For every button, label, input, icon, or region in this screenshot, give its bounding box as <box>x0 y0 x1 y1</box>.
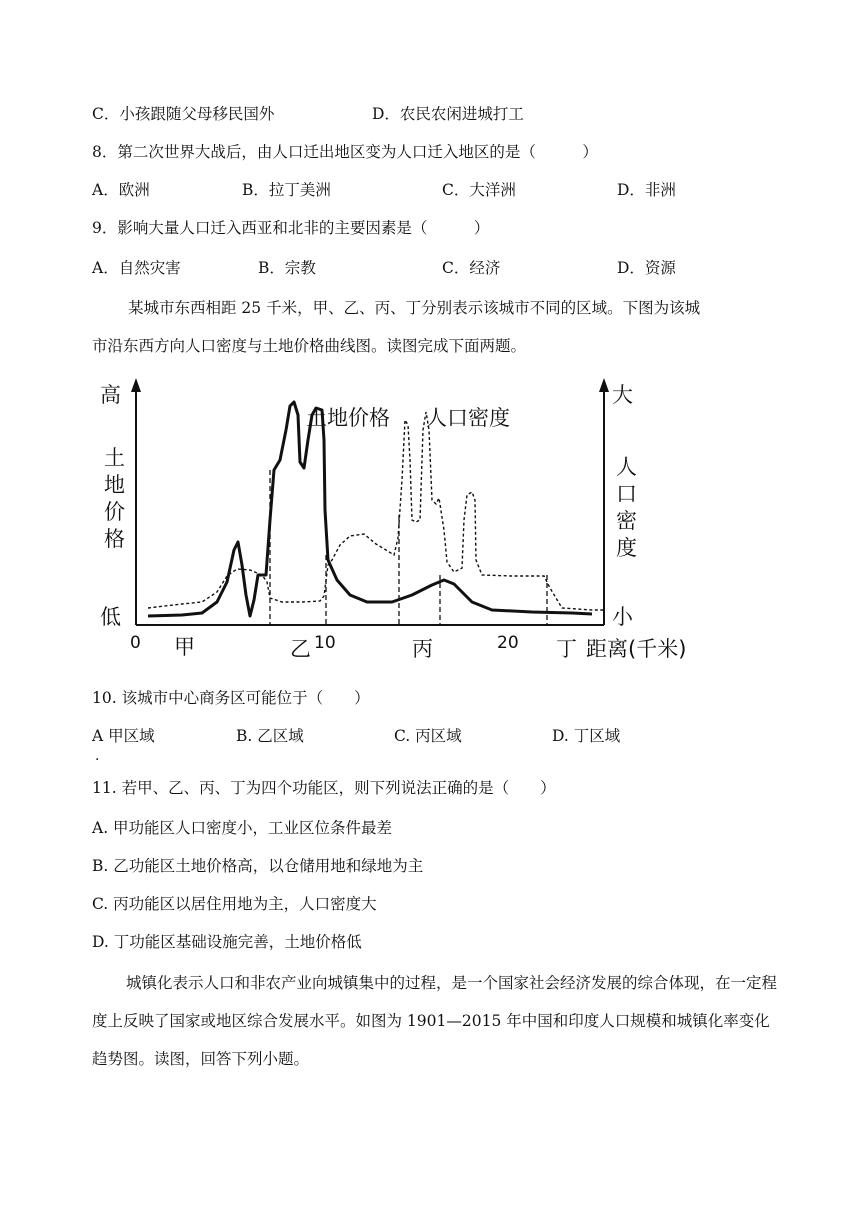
zone-yi-label: 乙 <box>290 637 311 661</box>
right-axis-small: 小 <box>612 605 633 629</box>
land-price-population-figure <box>92 370 732 670</box>
intro2-text: 城镇化表示人口和非农产业向城镇集中的过程，是一个国家社会经济发展的综合体现，在一定程度上反映了国家或地区综合发展水平。如图为 1901—2015 年中国和印度人口规模和城镇化率变化趋势图。读图，回答下列小题。 <box>92 974 778 1068</box>
tick-10: 10 <box>314 633 336 653</box>
left-axis-low: 低 <box>100 605 121 629</box>
stray-dot: · <box>95 752 100 768</box>
q7-option-c: C．小孩跟随父母移民国外 <box>92 105 275 123</box>
q9-stem: 9．影响大量人口迁入西亚和北非的主要因素是（ ） <box>92 219 490 237</box>
q8-option-d: D．非洲 <box>617 181 676 199</box>
zone-bing-label: 丙 <box>412 637 433 661</box>
q10-option-d: D. 丁区域 <box>552 727 621 745</box>
left-axis-label-3: 价 <box>104 500 125 524</box>
q9-option-c: C．经济 <box>442 259 501 277</box>
intro1-line1: 某城市东西相距 25 千米，甲、乙、丙、丁分别表示该城市不同的区域。下图为该城 <box>128 299 701 317</box>
right-axis-label-3: 密 <box>616 509 637 533</box>
tick-20: 20 <box>497 633 519 653</box>
q11-option-a: A. 甲功能区人口密度小，工业区位条件最差 <box>92 819 393 837</box>
land-price-curve <box>148 402 592 616</box>
q9-option-a: A．自然灾害 <box>92 259 181 277</box>
left-axis-high: 高 <box>100 383 121 407</box>
tick-0: 0 <box>130 633 141 653</box>
left-axis-label-2: 地 <box>104 473 125 497</box>
q8-option-a: A．欧洲 <box>92 181 150 199</box>
q8-option-c: C．大洋洲 <box>442 181 516 199</box>
q11-stem: 11. 若甲、乙、丙、丁为四个功能区，则下列说法正确的是（ ） <box>92 779 556 797</box>
population-density-curve <box>148 412 604 610</box>
right-axis-label-2: 口 <box>616 482 637 506</box>
right-axis-label-1: 人 <box>616 455 637 479</box>
right-axis-large: 大 <box>612 383 633 407</box>
left-axis-arrow <box>131 378 141 392</box>
x-axis-label: 距离(千米) <box>586 637 687 661</box>
intro2-paragraph <box>92 964 782 1078</box>
q10-stem: 10. 该城市中心商务区可能位于（ ） <box>92 689 370 707</box>
q10-option-c: C. 丙区域 <box>394 727 462 745</box>
intro1-line2: 市沿东西方向人口密度与土地价格曲线图。读图完成下面两题。 <box>92 337 527 355</box>
q11-option-c: C. 丙功能区以居住用地为主，人口密度大 <box>92 895 377 913</box>
zone-jia-label: 甲 <box>174 635 195 659</box>
q11-option-b: B. 乙功能区土地价格高，以仓储用地和绿地为主 <box>92 857 424 875</box>
q7-option-d: D．农民农闲进城打工 <box>372 105 524 123</box>
right-axis-arrow <box>599 378 609 392</box>
q11-option-d: D. 丁功能区基础设施完善，土地价格低 <box>92 933 362 951</box>
left-axis-label-4: 格 <box>104 527 125 551</box>
land-price-label: 土地价格 <box>306 406 390 430</box>
q10-option-a: A 甲区域 <box>92 727 155 745</box>
q9-option-d: D．资源 <box>617 259 676 277</box>
q8-option-b: B．拉丁美洲 <box>242 181 331 199</box>
right-axis-label-4: 度 <box>616 536 637 560</box>
left-axis-label-1: 土 <box>104 446 125 470</box>
zone-ding-label: 丁 <box>556 637 577 661</box>
q8-stem: 8．第二次世界大战后，由人口迁出地区变为人口迁入地区的是（ ） <box>92 143 598 161</box>
q10-option-b: B. 乙区域 <box>236 727 304 745</box>
q9-option-b: B．宗教 <box>258 259 316 277</box>
population-density-label: 人口密度 <box>426 406 510 430</box>
